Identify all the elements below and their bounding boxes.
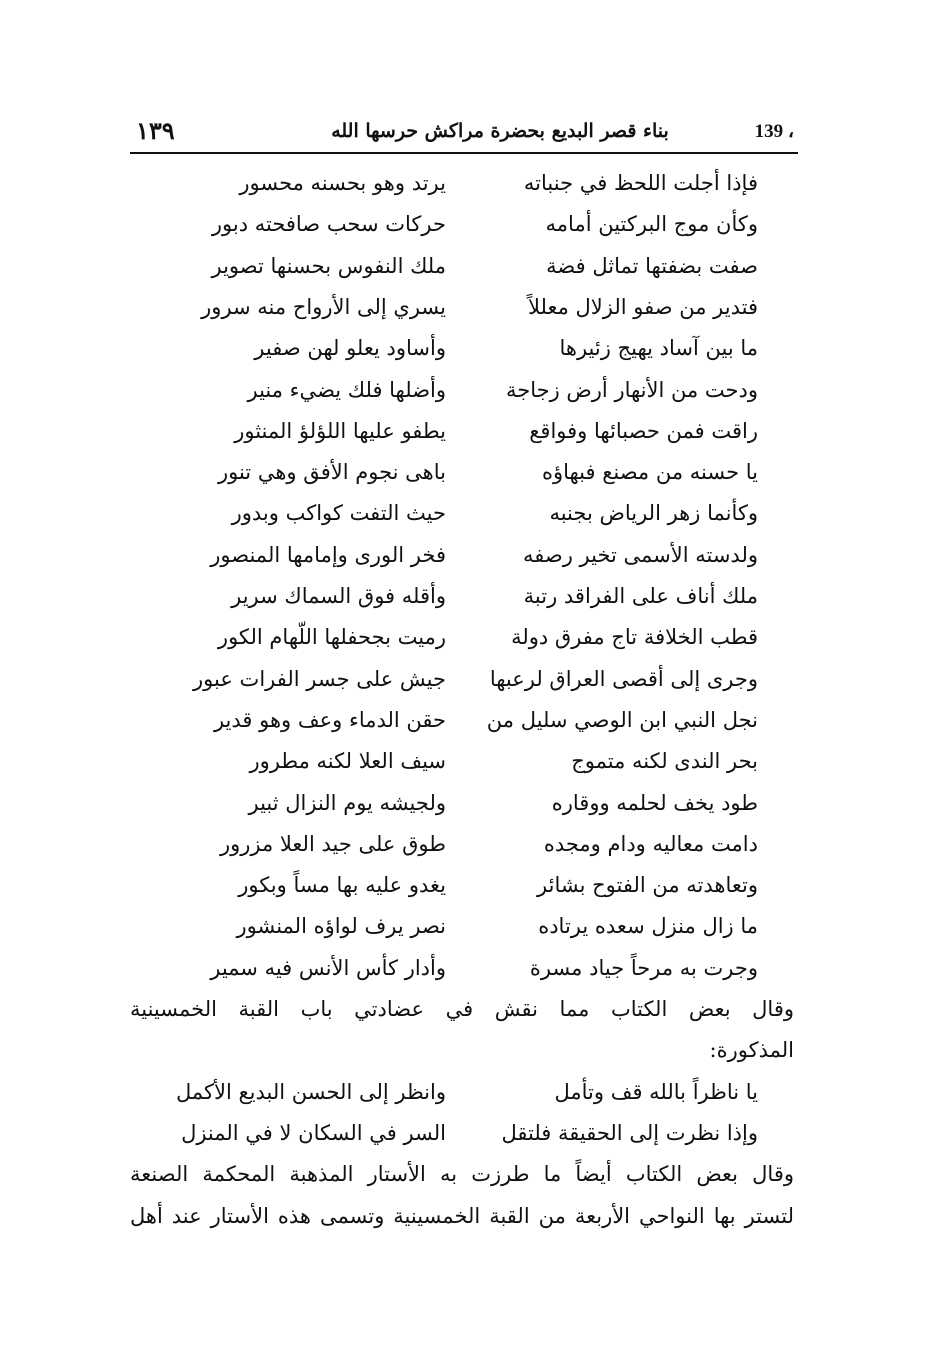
- first-hemistich: قطب الخلافة تاج مفرق دولة: [511, 625, 758, 650]
- second-hemistich: جيش على جسر الفرات عبور: [193, 666, 446, 691]
- verse-line: [130, 906, 798, 947]
- first-hemistich: وجرت به مرحاً جياد مسرة: [529, 955, 758, 980]
- verse-line: [130, 328, 798, 369]
- verse-line: [130, 783, 798, 824]
- verse-line: [130, 865, 798, 906]
- verse-line: [130, 741, 798, 782]
- second-hemistich: وأقله فوق السماك سرير: [231, 584, 446, 608]
- first-hemistich: ما بين آساد يهيج زئيرها: [559, 336, 758, 361]
- second-hemistich: باهى نجوم الأفق وهي تنور: [217, 460, 446, 485]
- first-hemistich: ما زال منزل سعده يرتاده: [538, 914, 758, 939]
- second-hemistich: يطفو عليها اللؤلؤ المنثور: [234, 418, 446, 443]
- first-hemistich: راقت فمن حصبائها وفواقع: [529, 418, 758, 443]
- first-hemistich: فإذا أجلت اللحظ في جنباته: [523, 171, 758, 195]
- verse-line: [130, 287, 798, 328]
- first-hemistich: بحر الندى لكنه متموج: [571, 749, 758, 774]
- second-hemistich: حركات سحب صافحته دبور: [211, 212, 446, 237]
- first-hemistich: وكأن موج البركتين أمامه: [545, 212, 758, 237]
- second-hemistich: ملك النفوس بحسنها تصوير: [211, 253, 446, 278]
- second-hemistich: يغدو عليه بها مساً وبكور: [238, 873, 446, 898]
- second-hemistich: وأساود يعلو لهن صفير: [254, 336, 446, 361]
- second-hemistich: رميت بجحفلها اللّهام الكور: [217, 625, 446, 650]
- first-hemistich: وإذا نظرت إلى الحقيقة فلتقل: [501, 1120, 758, 1145]
- first-hemistich: ودحت من الأنهار أرض زجاجة: [505, 377, 758, 402]
- first-hemistich: وجرى إلى أقصى العراق لرعبها: [489, 666, 758, 691]
- verse-line: [130, 659, 798, 700]
- second-hemistich: طوق على جيد العلا مزرور: [219, 831, 446, 856]
- second-hemistich: حيث التفت كواكب وبدور: [231, 501, 446, 526]
- verse-line: [130, 617, 798, 658]
- second-hemistich: سيف العلا لكنه مطرور: [249, 749, 446, 774]
- first-hemistich: فتدير من صفو الزلال معللاً: [528, 294, 758, 319]
- second-hemistich: السر في السكان لا في المنزل: [181, 1120, 446, 1145]
- running-title: بناء قصر البديع بحضرة مراكش حرسها الله: [331, 120, 669, 142]
- verse-line: [130, 452, 798, 493]
- second-hemistich: حقن الدماء وعف وهو قدير: [213, 707, 446, 732]
- verse-line: [130, 824, 798, 865]
- verse-line: [130, 493, 798, 534]
- page-number-latin: 139 ،: [754, 121, 794, 142]
- first-hemistich: ملك أناف على الفراقد رتبة: [523, 584, 758, 608]
- first-hemistich: صفت بضفتها تماثل فضة: [546, 253, 758, 278]
- verse-line: [130, 204, 798, 245]
- first-hemistich: يا ناظراً بالله قف وتأمل: [554, 1079, 758, 1104]
- verse-line: [130, 700, 798, 741]
- verse-line: [130, 535, 798, 576]
- verse-line: [130, 948, 798, 989]
- first-hemistich: طود يخف لحلمه ووقاره: [551, 790, 758, 815]
- page-header: [130, 112, 798, 154]
- prose-line: وقال بعض الكتاب مما نقش في عضادتي باب القبة الخمسينية: [130, 997, 794, 1021]
- second-hemistich: وأضلها فلك يضيء منير: [247, 377, 446, 402]
- verse-line: [130, 163, 798, 204]
- prose-line: المذكورة:: [709, 1038, 794, 1063]
- second-hemistich: فخر الورى وإمامها المنصور: [210, 542, 446, 567]
- second-hemistich: ولجيشه يوم النزال ثبير: [248, 790, 446, 815]
- verse-line: [130, 370, 798, 411]
- prose-line: لتستر بها النواحي الأربعة من القبة الخمسينية وتسمى هذه الأستار عند أهل: [130, 1203, 794, 1228]
- second-hemistich: يسري إلى الأرواح منه سرور: [201, 294, 446, 319]
- first-hemistich: وتعاهدته من الفتوح بشائر: [537, 873, 758, 898]
- prose-line: وقال بعض الكتاب أيضاً ما طرزت به الأستار المذهبة المحكمة الصنعة: [130, 1162, 794, 1187]
- verse-line: [130, 576, 798, 617]
- first-hemistich: دامت معاليه ودام ومجده: [543, 831, 758, 856]
- first-hemistich: نجل النبي ابن الوصي سليل من: [486, 707, 758, 732]
- second-hemistich: وانظر إلى الحسن البديع الأكمل: [175, 1079, 446, 1104]
- second-hemistich: وأدار كأس الأنس فيه سمير: [210, 955, 446, 980]
- first-hemistich: ولدسته الأسمى تخير رصفه: [522, 542, 758, 567]
- second-hemistich: نصر يرف لواؤه المنشور: [236, 914, 446, 939]
- first-hemistich: وكأنما زهر الرياض بجنبه: [549, 501, 758, 526]
- verse-line: [130, 1113, 798, 1154]
- verse-line: [130, 1072, 798, 1113]
- page-number-arabic: ١٣٩: [136, 116, 175, 145]
- verse-line: [130, 411, 798, 452]
- first-hemistich: يا حسنه من مصنع فبهاؤه: [541, 460, 758, 485]
- verse-line: [130, 246, 798, 287]
- second-hemistich: يرتد وهو بحسنه محسور: [239, 171, 446, 195]
